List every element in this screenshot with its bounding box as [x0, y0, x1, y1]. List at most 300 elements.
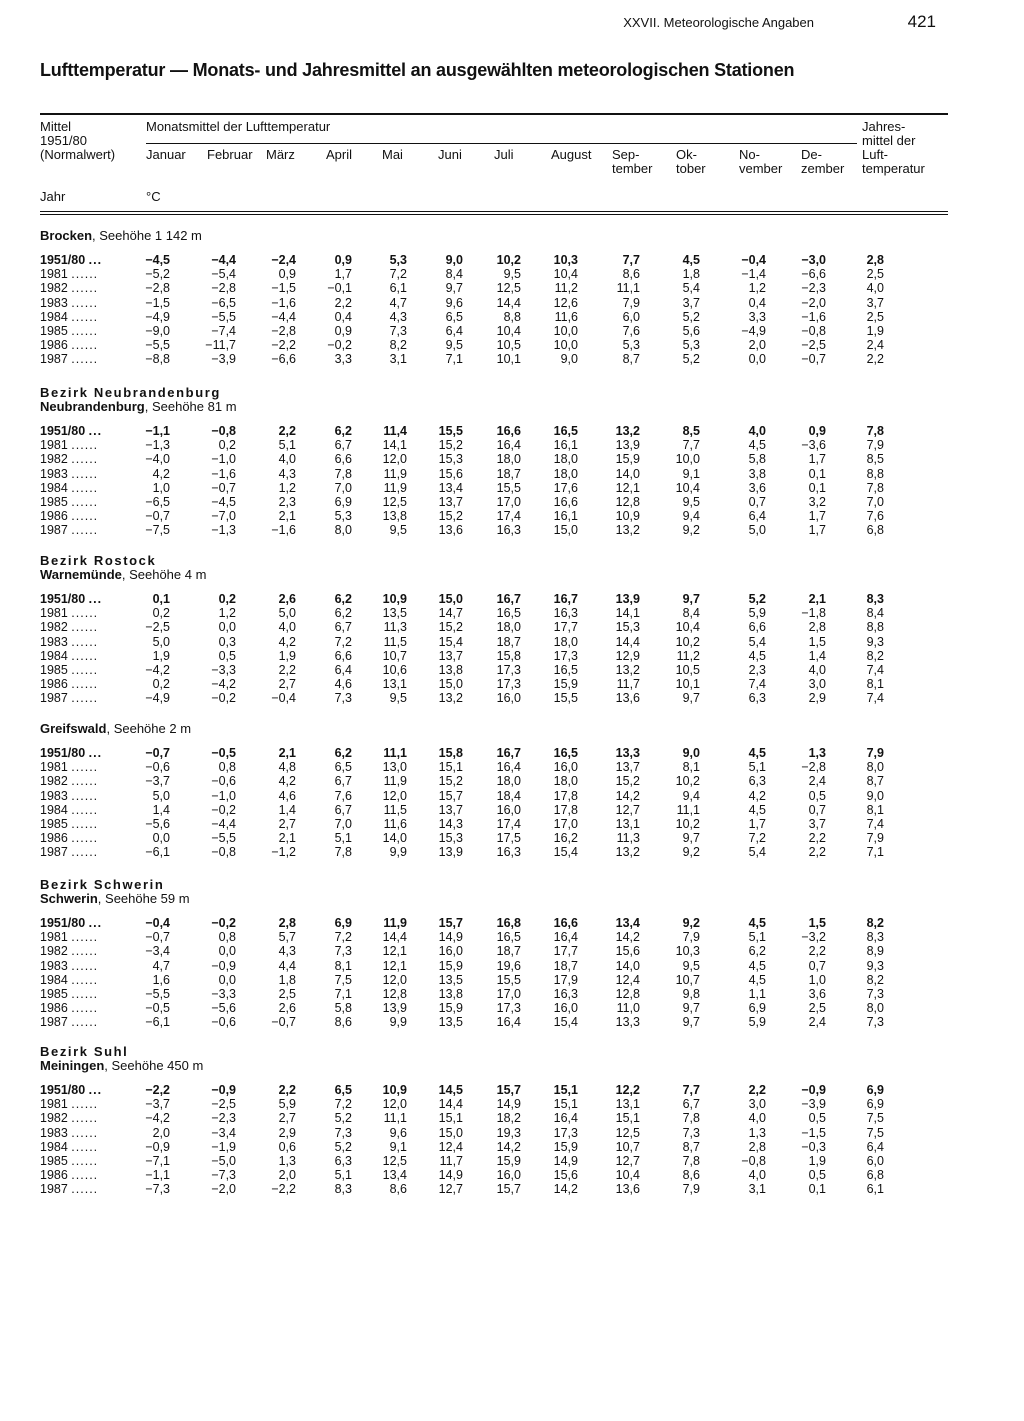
leader-dots: ...... [71, 972, 99, 987]
month-value-cell: 6,9 [334, 916, 352, 930]
month-value-cell: 9,0 [682, 746, 700, 760]
month-value-cell: −0,1 [327, 281, 352, 296]
month-value-cell: 10,7 [615, 1139, 640, 1154]
table-row [0, 635, 1024, 649]
month-value-cell: 1,7 [808, 452, 826, 467]
month-value-cell: 8,2 [389, 338, 407, 353]
table-row [0, 973, 1024, 987]
month-value-cell: 11,4 [383, 424, 407, 438]
table-row [0, 1168, 1024, 1182]
month-value-cell: −2,0 [211, 1182, 236, 1197]
month-value-cell: 17,4 [496, 509, 521, 524]
leader-dots: ...... [71, 281, 99, 296]
month-value-cell: −2,5 [211, 1097, 236, 1112]
table-row [0, 1097, 1024, 1111]
month-value-cell: −1,1 [145, 424, 170, 438]
month-value-cell: −9,0 [145, 324, 170, 338]
month-value-cell: 15,1 [553, 1097, 578, 1112]
chapter-title: XXVII. Meteorologische Angaben [623, 15, 814, 30]
month-value-cell: 0,9 [278, 267, 296, 282]
month-value-cell: 8,6 [334, 1015, 352, 1030]
month-value-cell: 3,0 [808, 677, 826, 692]
month-value-cell: −0,6 [211, 774, 236, 789]
month-value-cell: −0,4 [271, 691, 296, 706]
month-value-cell: 2,1 [278, 509, 296, 524]
station-name: Greifswald [40, 721, 107, 736]
month-value-cell: 2,2 [808, 944, 826, 959]
month-value-cell: 5,0 [152, 634, 170, 649]
month-value-cell: 0,1 [152, 592, 170, 606]
month-value-cell: 6,1 [389, 281, 407, 296]
leader-dots: ...... [71, 648, 99, 663]
leader-dots: ...... [71, 523, 99, 538]
month-value-cell: −0,8 [211, 424, 236, 438]
month-value-cell: 16,3 [496, 523, 521, 538]
station-elevation: , Seehöhe 1 142 m [92, 228, 202, 243]
month-value-cell: 5,0 [748, 523, 766, 538]
month-value-cell: 10,4 [553, 267, 578, 282]
month-value-cell: −0,3 [801, 1139, 826, 1154]
bezirk-name: Bezirk Suhl [40, 1044, 129, 1059]
month-value-cell: −11,7 [205, 338, 236, 353]
annual-mean-cell: 8,2 [866, 648, 884, 663]
month-value-cell: 4,3 [278, 944, 296, 959]
leader-dots: ...... [71, 452, 99, 467]
month-value-cell: 13,9 [615, 592, 640, 606]
leader-dots: ...... [71, 1097, 99, 1112]
month-value-cell: 0,8 [218, 760, 236, 775]
month-value-cell: −3,6 [801, 438, 826, 453]
leader-dots: ...... [71, 677, 99, 692]
month-value-cell: 13,5 [438, 1015, 463, 1030]
month-value-cell: −6,6 [801, 267, 826, 282]
month-value-cell: −2,4 [271, 253, 296, 267]
annual-mean-cell: 8,3 [866, 930, 884, 945]
month-value-cell: 0,5 [218, 648, 236, 663]
month-value-cell: 7,2 [334, 1097, 352, 1112]
month-value-cell: 18,0 [496, 774, 521, 789]
year-label: 1987 [40, 523, 68, 538]
leader-dots: ...... [71, 1154, 99, 1168]
month-value-cell: 17,3 [496, 1001, 521, 1016]
annual-mean-cell: 7,9 [866, 438, 884, 453]
table-row [0, 663, 1024, 677]
year-label: 1985 [40, 987, 68, 1001]
month-value-cell: 16,2 [553, 831, 578, 846]
leader-dots: ...... [71, 352, 99, 367]
year-label: 1984 [40, 1139, 68, 1154]
month-value-cell: 16,4 [553, 1111, 578, 1126]
annual-mean-cell: 7,5 [866, 1125, 884, 1140]
group-header: Monatsmittel der Lufttemperatur [146, 119, 331, 134]
month-value-cell: 15,6 [615, 944, 640, 959]
month-value-cell: 2,8 [278, 916, 296, 930]
month-value-cell: 10,5 [675, 663, 700, 677]
month-value-cell: −5,5 [145, 987, 170, 1001]
month-value-cell: −6,1 [145, 845, 170, 860]
month-value-cell: 7,6 [622, 324, 640, 338]
month-value-cell: 18,0 [553, 774, 578, 789]
month-value-cell: 17,8 [553, 802, 578, 817]
month-value-cell: −1,6 [211, 466, 236, 481]
month-value-cell: 2,7 [278, 677, 296, 692]
month-value-cell: −3,3 [211, 663, 236, 677]
month-value-cell: 16,0 [496, 1168, 521, 1183]
leader-dots: ...... [71, 495, 99, 509]
leader-dots: ...... [71, 1111, 99, 1126]
month-value-cell: 15,0 [553, 523, 578, 538]
month-value-cell: 5,8 [748, 452, 766, 467]
leader-dots: ...... [71, 845, 99, 860]
month-value-cell: 15,2 [615, 774, 640, 789]
month-value-cell: 15,7 [438, 788, 463, 803]
month-value-cell: 14,0 [382, 831, 407, 846]
month-value-cell: 15,9 [553, 1139, 578, 1154]
year-label: 1985 [40, 495, 68, 509]
leader-dots: ...... [71, 1168, 99, 1183]
month-value-cell: 11,9 [383, 480, 407, 495]
month-value-cell: 5,2 [748, 592, 766, 606]
month-value-cell: −0,7 [801, 352, 826, 367]
leader-dots: ...... [71, 1125, 99, 1140]
month-header-11-line1: No- [739, 147, 760, 162]
month-value-cell: 7,7 [682, 1083, 700, 1097]
month-value-cell: −2,2 [145, 1083, 170, 1097]
month-value-cell: 7,5 [334, 972, 352, 987]
month-value-cell: 11,5 [383, 634, 407, 649]
leader-dots: ...... [71, 634, 99, 649]
month-value-cell: 15,5 [438, 424, 463, 438]
table-row [0, 845, 1024, 859]
month-value-cell: 6,7 [334, 774, 352, 789]
month-value-cell: 7,7 [622, 253, 640, 267]
month-value-cell: 6,7 [334, 620, 352, 635]
month-value-cell: 15,7 [496, 1182, 521, 1197]
month-value-cell: 15,9 [553, 677, 578, 692]
month-value-cell: 4,5 [748, 958, 766, 973]
month-value-cell: 13,1 [382, 677, 407, 692]
year-label: 1951/80 [40, 916, 86, 930]
leader-dots: ...... [71, 788, 99, 803]
month-value-cell: −0,6 [145, 760, 170, 775]
month-value-cell: 8,7 [682, 1139, 700, 1154]
month-value-cell: 15,5 [553, 691, 578, 706]
month-value-cell: −0,6 [211, 1015, 236, 1030]
month-value-cell: 17,3 [553, 1125, 578, 1140]
month-value-cell: 15,0 [438, 592, 463, 606]
station-name: Neubrandenburg [40, 399, 145, 414]
annual-mean-cell: 8,8 [866, 466, 884, 481]
bezirk-heading [40, 877, 164, 892]
year-label: 1951/80 [40, 424, 86, 438]
month-value-cell: 16,8 [496, 916, 521, 930]
month-value-cell: 12,6 [553, 295, 578, 310]
year-label: 1983 [40, 958, 68, 973]
leader-dots: ...... [71, 620, 99, 635]
station-heading [40, 228, 202, 243]
month-value-cell: 0,2 [218, 438, 236, 453]
month-value-cell: 1,3 [278, 1154, 296, 1168]
month-value-cell: 13,8 [382, 509, 407, 524]
month-value-cell: 8,5 [682, 424, 700, 438]
annual-mean-cell: 2,5 [866, 309, 884, 324]
month-value-cell: 11,3 [616, 831, 640, 846]
month-value-cell: −0,7 [211, 480, 236, 495]
annual-mean-cell: 7,9 [866, 746, 884, 760]
annual-header-line1: Jahres- [862, 119, 906, 134]
month-value-cell: −1,3 [211, 523, 236, 538]
table-row [0, 495, 1024, 509]
month-value-cell: 4,7 [152, 958, 170, 973]
month-value-cell: −1,3 [145, 438, 170, 453]
month-value-cell: −0,5 [145, 1001, 170, 1016]
month-value-cell: −3,9 [211, 352, 236, 367]
month-value-cell: −7,4 [211, 324, 236, 338]
month-value-cell: −2,3 [801, 281, 826, 296]
month-value-cell: 1,0 [808, 972, 826, 987]
month-value-cell: −3,9 [801, 1097, 826, 1112]
month-value-cell: 10,3 [553, 253, 578, 267]
month-value-cell: 17,3 [553, 648, 578, 663]
table-row [0, 606, 1024, 620]
month-value-cell: 1,6 [152, 972, 170, 987]
month-value-cell: 14,4 [615, 634, 640, 649]
month-value-cell: 1,7 [748, 817, 766, 831]
leader-dots: ...... [71, 958, 99, 973]
annual-header-line2: mittel der [862, 133, 916, 148]
month-value-cell: 16,1 [553, 438, 578, 453]
month-value-cell: 11,7 [616, 677, 640, 692]
month-value-cell: −1,2 [271, 845, 296, 860]
month-value-cell: 13,2 [615, 845, 640, 860]
month-value-cell: 7,4 [748, 677, 766, 692]
month-value-cell: 9,0 [560, 352, 578, 367]
month-value-cell: 5,2 [682, 352, 700, 367]
station-name: Schwerin [40, 891, 98, 906]
month-value-cell: −4,4 [211, 817, 236, 831]
month-value-cell: 13,8 [438, 987, 463, 1001]
month-value-cell: 15,4 [438, 634, 463, 649]
month-value-cell: 4,5 [748, 972, 766, 987]
group-rule [146, 143, 857, 144]
month-value-cell: 6,7 [334, 438, 352, 453]
month-value-cell: 3,6 [748, 480, 766, 495]
month-value-cell: 10,2 [675, 817, 700, 831]
month-value-cell: 16,0 [496, 802, 521, 817]
bezirk-name: Bezirk Rostock [40, 553, 157, 568]
month-value-cell: 5,8 [334, 1001, 352, 1016]
table-row [0, 281, 1024, 295]
month-value-cell: 13,9 [382, 1001, 407, 1016]
month-value-cell: 10,1 [675, 677, 700, 692]
month-value-cell: −5,6 [211, 1001, 236, 1016]
month-value-cell: 0,7 [808, 802, 826, 817]
leader-dots: ... [88, 746, 103, 760]
annual-mean-cell: 8,2 [866, 972, 884, 987]
month-value-cell: 19,6 [496, 958, 521, 973]
leader-dots: ... [88, 253, 103, 267]
month-value-cell: 0,2 [218, 592, 236, 606]
table-row [0, 831, 1024, 845]
table-row [0, 803, 1024, 817]
month-value-cell: 14,5 [438, 1083, 463, 1097]
month-value-cell: −0,2 [211, 691, 236, 706]
month-value-cell: 14,9 [553, 1154, 578, 1168]
leader-dots: ...... [71, 509, 99, 524]
month-value-cell: 2,3 [278, 495, 296, 509]
month-value-cell: 4,4 [278, 958, 296, 973]
leader-dots: ... [88, 592, 103, 606]
month-value-cell: −2,5 [801, 338, 826, 353]
month-header-10-line1: Ok- [676, 147, 697, 162]
month-value-cell: 4,0 [748, 1168, 766, 1183]
month-value-cell: 6,4 [334, 663, 352, 677]
unit-label: °C [146, 189, 161, 204]
month-value-cell: 6,9 [748, 1001, 766, 1016]
month-value-cell: 13,3 [615, 746, 640, 760]
month-value-cell: 16,0 [553, 1001, 578, 1016]
month-value-cell: 9,0 [445, 253, 463, 267]
month-value-cell: 6,0 [622, 309, 640, 324]
month-value-cell: −3,2 [801, 930, 826, 945]
annual-mean-cell: 7,4 [866, 663, 884, 677]
month-value-cell: 9,1 [389, 1139, 407, 1154]
month-value-cell: 1,9 [278, 648, 296, 663]
month-value-cell: 9,4 [682, 509, 700, 524]
month-value-cell: 7,8 [334, 466, 352, 481]
month-value-cell: 14,3 [438, 817, 463, 831]
station-heading [40, 721, 191, 736]
year-label: 1986 [40, 1168, 68, 1183]
month-value-cell: 15,2 [438, 774, 463, 789]
table-row [0, 760, 1024, 774]
annual-mean-cell: 6,0 [866, 1154, 884, 1168]
month-value-cell: −4,0 [145, 452, 170, 467]
month-value-cell: 19,3 [496, 1125, 521, 1140]
station-elevation: , Seehöhe 81 m [144, 399, 237, 414]
month-value-cell: 2,6 [278, 592, 296, 606]
month-value-cell: −1,6 [271, 295, 296, 310]
month-value-cell: −0,4 [741, 253, 766, 267]
annual-mean-cell: 7,3 [866, 987, 884, 1001]
month-value-cell: 5,4 [748, 634, 766, 649]
month-value-cell: −2,8 [145, 281, 170, 296]
month-value-cell: −4,2 [211, 677, 236, 692]
table-row [0, 481, 1024, 495]
month-value-cell: −7,1 [145, 1154, 170, 1168]
month-value-cell: 15,2 [438, 620, 463, 635]
month-value-cell: 5,1 [334, 1168, 352, 1183]
month-value-cell: −0,8 [211, 845, 236, 860]
month-value-cell: 14,4 [496, 295, 521, 310]
month-value-cell: 10,0 [553, 324, 578, 338]
month-value-cell: 12,9 [615, 648, 640, 663]
month-value-cell: 7,8 [682, 1154, 700, 1168]
month-value-cell: 17,3 [496, 677, 521, 692]
header-rule-2 [40, 214, 948, 215]
month-value-cell: 14,0 [615, 466, 640, 481]
annual-mean-cell: 6,1 [866, 1182, 884, 1197]
month-value-cell: 2,1 [278, 746, 296, 760]
month-value-cell: 11,9 [383, 774, 407, 789]
table-row [0, 424, 1024, 438]
month-value-cell: 10,4 [675, 620, 700, 635]
month-value-cell: −0,2 [327, 338, 352, 353]
station-elevation: , Seehöhe 59 m [97, 891, 190, 906]
month-value-cell: −4,9 [145, 309, 170, 324]
month-value-cell: 5,9 [278, 1097, 296, 1112]
month-header-1-line1: Januar [146, 147, 186, 162]
month-value-cell: 11,9 [383, 466, 407, 481]
month-value-cell: 16,7 [496, 592, 521, 606]
month-value-cell: 15,8 [438, 746, 463, 760]
leader-dots: ... [88, 424, 103, 438]
leader-dots: ... [88, 1083, 103, 1097]
station-heading [40, 1058, 203, 1073]
month-value-cell: 18,0 [553, 466, 578, 481]
month-value-cell: 9,4 [682, 788, 700, 803]
table-row [0, 592, 1024, 606]
month-value-cell: 14,2 [615, 930, 640, 945]
month-value-cell: 8,8 [503, 309, 521, 324]
month-value-cell: −5,2 [145, 267, 170, 282]
month-value-cell: 0,0 [218, 620, 236, 635]
month-value-cell: 2,2 [748, 1083, 766, 1097]
month-value-cell: −1,6 [271, 523, 296, 538]
month-value-cell: 18,4 [496, 788, 521, 803]
month-value-cell: 15,1 [553, 1083, 578, 1097]
month-value-cell: 5,0 [278, 606, 296, 621]
table-row [0, 467, 1024, 481]
leader-dots: ...... [71, 930, 99, 945]
month-value-cell: 4,2 [278, 774, 296, 789]
month-value-cell: 10,2 [675, 634, 700, 649]
month-value-cell: 15,7 [496, 1083, 521, 1097]
month-value-cell: 10,2 [675, 774, 700, 789]
month-value-cell: 8,6 [682, 1168, 700, 1183]
month-value-cell: 14,1 [382, 438, 407, 453]
table-row [0, 267, 1024, 281]
leader-dots: ...... [71, 691, 99, 706]
month-value-cell: −6,1 [145, 1015, 170, 1030]
month-value-cell: 18,0 [496, 620, 521, 635]
month-value-cell: 2,2 [278, 1083, 296, 1097]
month-value-cell: −0,5 [211, 746, 236, 760]
annual-mean-cell: 8,3 [866, 592, 884, 606]
month-value-cell: 10,5 [496, 338, 521, 353]
month-header-11-line2: vember [739, 161, 783, 176]
leader-dots: ...... [71, 944, 99, 959]
month-value-cell: 16,4 [496, 760, 521, 775]
month-value-cell: 1,3 [748, 1125, 766, 1140]
month-value-cell: 6,6 [748, 620, 766, 635]
month-value-cell: 7,2 [334, 634, 352, 649]
annual-mean-cell: 6,9 [866, 1083, 884, 1097]
month-value-cell: 16,1 [553, 509, 578, 524]
month-value-cell: 5,2 [682, 309, 700, 324]
month-value-cell: 12,5 [615, 1125, 640, 1140]
leader-dots: ... [88, 916, 103, 930]
month-value-cell: 16,7 [496, 746, 521, 760]
top-rule [40, 113, 948, 115]
leader-dots: ...... [71, 309, 99, 324]
month-value-cell: −5,0 [211, 1154, 236, 1168]
leader-dots: ...... [71, 606, 99, 621]
month-value-cell: 8,6 [389, 1182, 407, 1197]
month-value-cell: 2,9 [808, 691, 826, 706]
month-value-cell: 8,4 [682, 606, 700, 621]
month-value-cell: 2,0 [152, 1125, 170, 1140]
